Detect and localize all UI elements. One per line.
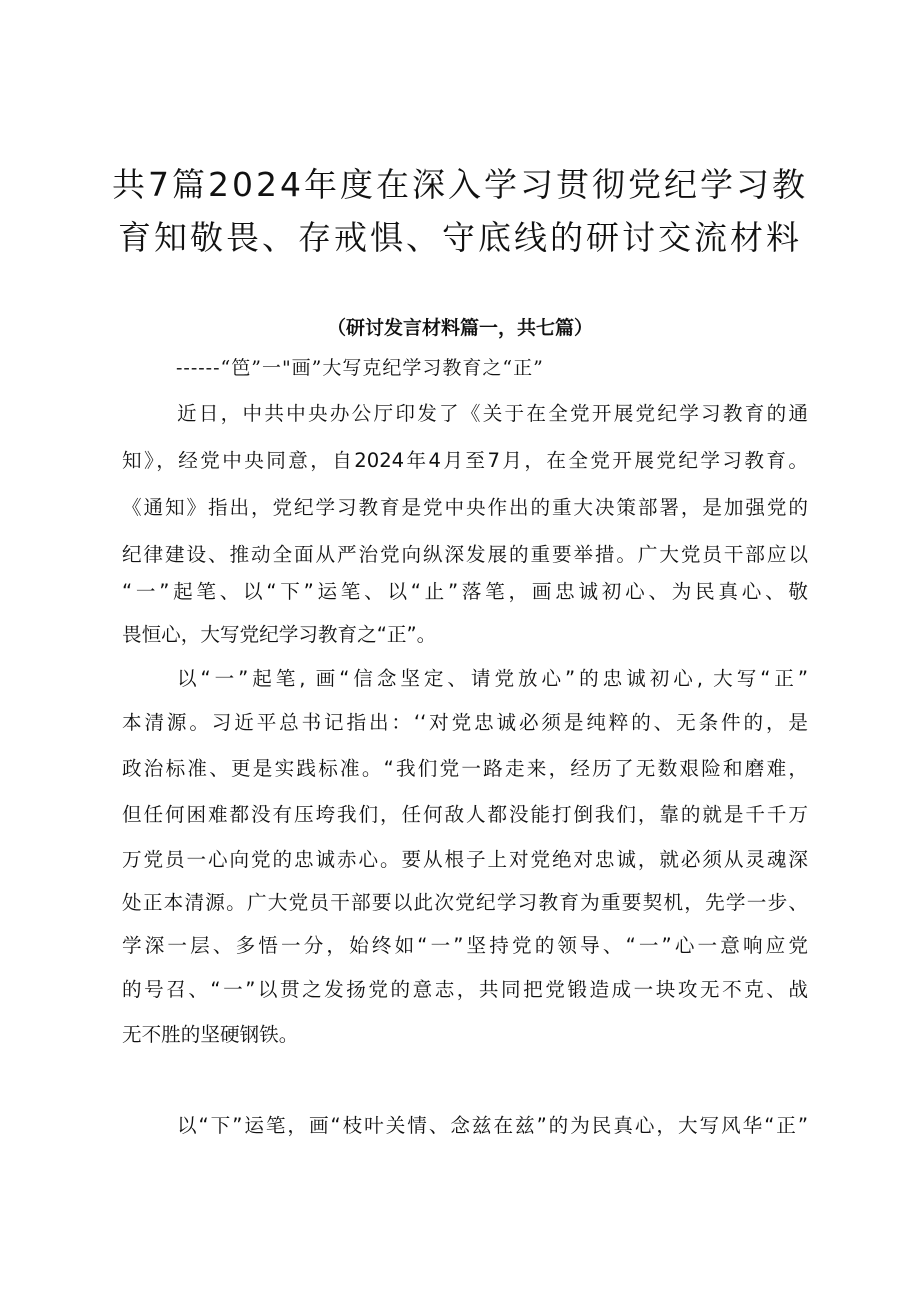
paragraph-2-line-6: 处正本清源。广大党员干部要以此次党纪学习教育为重要契机，先学一步、 bbox=[122, 891, 808, 914]
paragraph-1-line-5: “一”起笔、以“下”运笔、以“止”落笔，画忠诚初心、为民真心、敬 bbox=[122, 580, 808, 603]
paragraph-1-line-2: 知》，经党中央同意，自2024年4月至7月，在全党开展党纪学习教育。 bbox=[122, 449, 808, 472]
paragraph-2-line-7: 学深一层、多悟一分，始终如“一”坚持党的领导、“一”心一意响应党 bbox=[122, 934, 808, 957]
paragraph-2-line-8: 的号召、“一”以贯之发扬党的意志，共同把党锻造成一块攻无不克、战 bbox=[122, 978, 808, 1001]
document-title-line-2: 育知敬畏、存戒惧、守底线的研讨交流材料 bbox=[118, 218, 802, 257]
paragraph-2-line-4: 但任何困难都没有压垮我们，任何敌人都没能打倒我们，靠的就是千千万 bbox=[122, 803, 808, 826]
paragraph-1-line-4: 纪律建设、推动全面从严治党向纵深发展的重要举措。广大党员干部应以 bbox=[122, 543, 808, 566]
paragraph-2-line-5: 万党员一心向党的忠诚赤心。要从根子上对党绝对忠诚，就必须从灵魂深 bbox=[122, 848, 808, 871]
document-tagline: ------“笆”一"画”大写克纪学习教育之“正” bbox=[176, 357, 544, 379]
paragraph-1-line-1: 近日，中共中央办公厅印发了《关于在全党开展党纪学习教育的通 bbox=[177, 402, 808, 425]
paragraph-1-line-3: 《通知》指出，党纪学习教育是党中央作出的重大决策部署，是加强党的 bbox=[122, 496, 808, 519]
paragraph-2-line-9: 无不胜的坚硬钢铁。 bbox=[122, 1023, 299, 1046]
paragraph-2-line-2: 本清源。习近平总书记指出：‘‘对党忠诚必须是纯粹的、无条件的，是 bbox=[122, 711, 808, 734]
document-title-line-1: 共7篇2024年度在深入学习贯彻党纪学习教 bbox=[112, 165, 808, 204]
paragraph-3-line-1: 以“下”运笔，画“枝叶关情、念兹在兹”的为民真心，大写风华“正” bbox=[177, 1114, 808, 1137]
paragraph-1-line-6: 畏恒心，大写党纪学习教育之“正”。 bbox=[122, 623, 437, 646]
paragraph-2-line-3: 政治标准、更是实践标准。“我们党一路走来，经历了无数艰险和磨难， bbox=[122, 757, 808, 780]
document-subtitle: （研讨发言材料篇一，共七篇） bbox=[326, 317, 593, 339]
paragraph-2-line-1: 以“一”起笔, 画“信念坚定、请党放心”的忠诚初心, 大写“正” bbox=[177, 667, 808, 690]
